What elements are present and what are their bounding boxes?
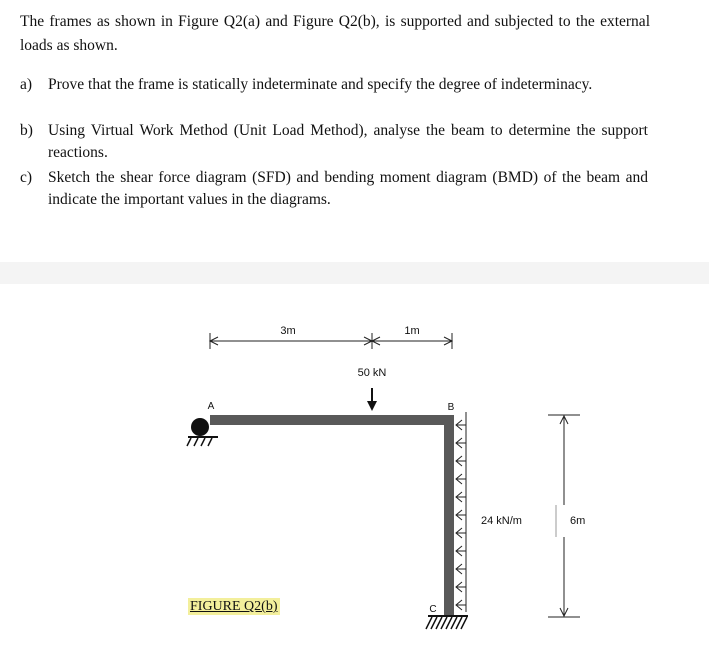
fixed-support-c [426,616,468,629]
dim-right-label: 1m [404,325,420,337]
udl-label: 24 kN/m [481,515,522,527]
point-load-label: 50 kN [357,367,387,379]
item-label: b) [20,122,33,139]
figure-caption: FIGURE Q2(b) [190,599,278,614]
point-load-arrow [367,388,377,411]
beam-ab [210,415,454,425]
item-text: Sketch the shear force diagram (SFD) and bending moment diagram (BMD) of the beam and indicate the important values in the diagrams. [48,169,648,208]
dim-height-label: 6m [570,515,586,527]
dim-left-label: 3m [280,325,296,337]
question-panel [0,0,655,262]
node-c-label: C [429,604,437,615]
figure-panel [0,284,709,661]
page-gap [0,262,709,284]
node-a-label: A [207,401,215,412]
frame-diagram [0,284,709,661]
item-text: Prove that the frame is statically indeterminate and specify the degree of indeterminacy. [48,76,593,93]
node-b-label: B [447,402,455,413]
item-text: Using Virtual Work Method (Unit Load Method), analyse the beam to determine the support reactions. [48,122,648,161]
item-label: a) [20,76,33,93]
udl-arrows [456,412,466,612]
item-label: c) [20,169,33,186]
column-bc [444,415,454,615]
question-intro: The frames as shown in Figure Q2(a) and Figure Q2(b), is supported and subjected to the external loads as shown. [20,13,650,54]
